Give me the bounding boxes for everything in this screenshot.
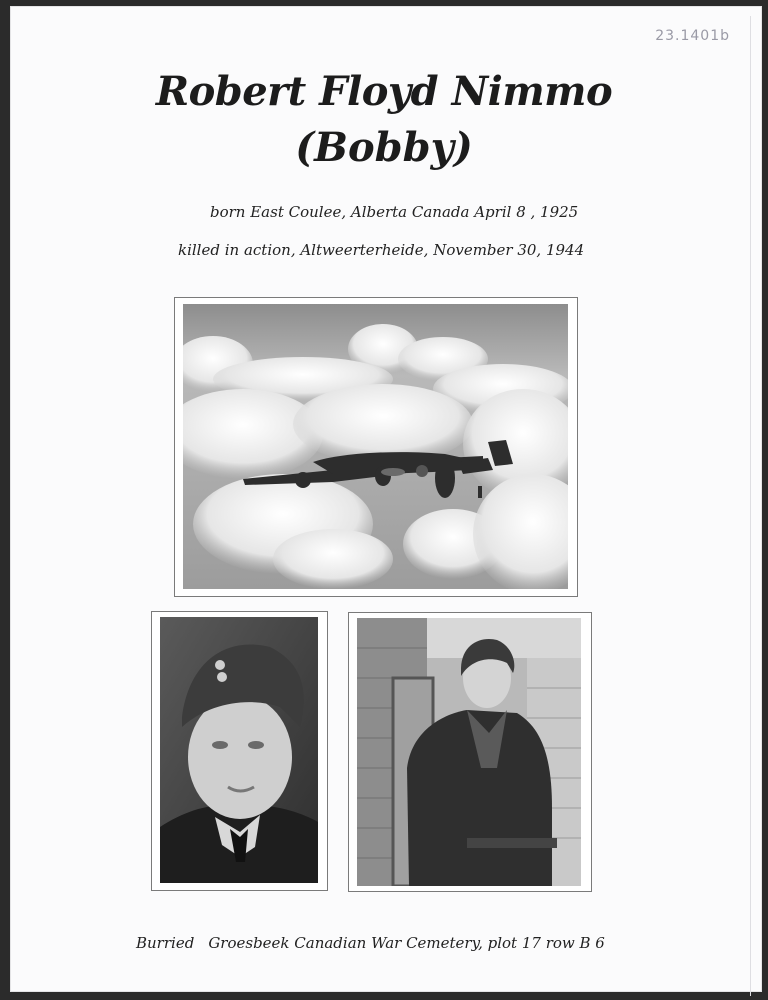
bomber-aircraft-image <box>183 304 568 589</box>
burial-prefix: Burried <box>136 934 195 952</box>
airman-portrait-image <box>160 617 318 883</box>
title-nickname: (Bobby) <box>295 124 473 171</box>
aircraft-photo <box>183 304 568 589</box>
title-name: Robert Floyd Nimmo <box>155 68 613 115</box>
death-line: killed in action, Altweerterheide, November 30, 1944 <box>178 241 585 259</box>
jacket-photo <box>357 618 581 886</box>
burial-text: Groesbeek Canadian War Cemetery, plot 17 row B 6 <box>208 934 605 952</box>
accession-number: 23.1401b <box>655 28 730 44</box>
birth-line: born East Coulee, Alberta Canada April 8 , 1925 <box>210 203 579 221</box>
airman-jacket-image <box>357 618 581 886</box>
portrait-photo <box>160 617 318 883</box>
burial-line <box>136 934 605 952</box>
